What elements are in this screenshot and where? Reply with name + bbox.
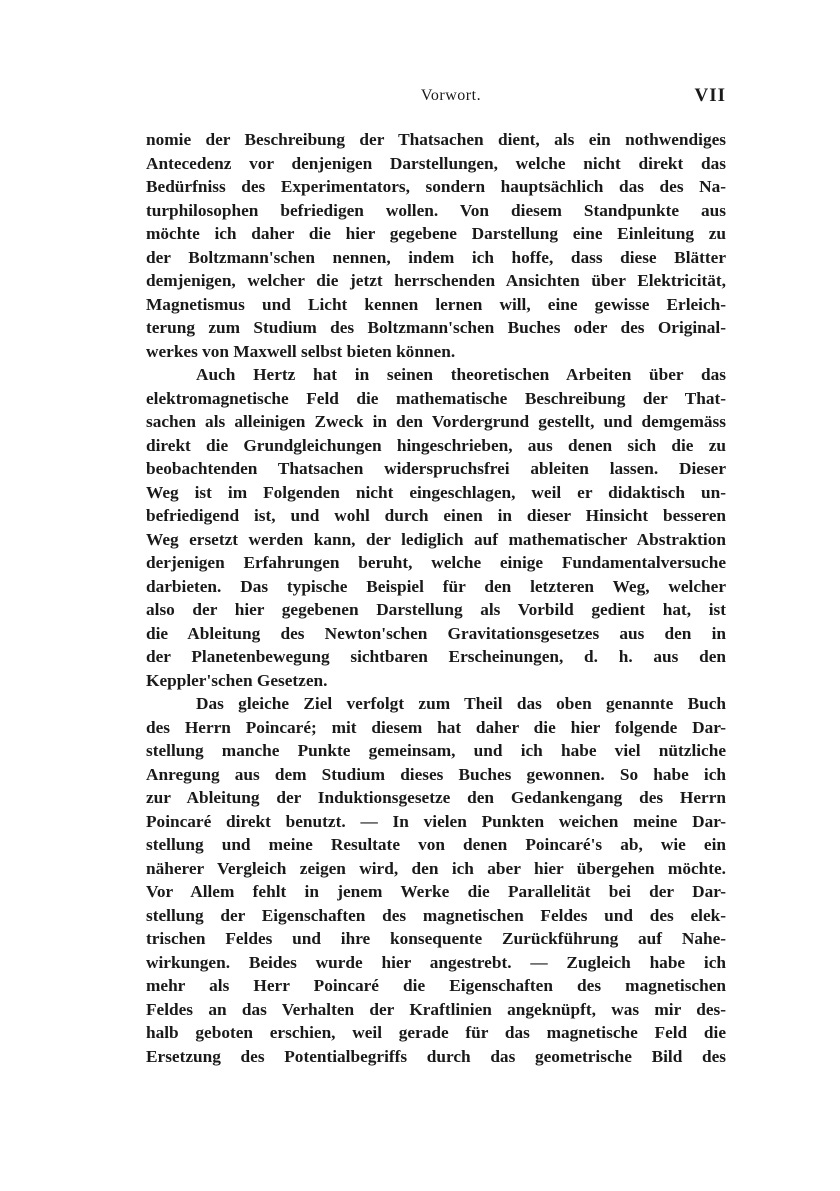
text-line: Bedürfniss des Experimentators, sondern hauptsächlich das des Na- <box>146 177 726 196</box>
text-line: der Planetenbewegung sichtbaren Erscheinungen, d. h. aus den <box>146 647 726 666</box>
text-line: darbieten. Das typische Beispiel für den letzteren Weg, welcher <box>146 576 726 596</box>
text-line: Weg ist im Folgenden nicht eingeschlagen, weil er didaktisch un- <box>146 482 726 502</box>
text-line: Weg ersetzt werden kann, der lediglich auf mathematischer Abstraktion <box>146 529 726 549</box>
text-line: demjenigen, welcher die jetzt herrschenden Ansichten über Elektricität, <box>146 271 726 290</box>
text-line: des Herrn Poincaré; mit diesem hat daher die hier folgende Dar- <box>146 717 726 737</box>
text-line: stellung und meine Resultate von denen Poincaré's ab, wie ein <box>146 835 726 854</box>
text-line: also der hier gegebenen Darstellung als Vorbild gedient hat, ist <box>146 600 726 619</box>
running-title: Vorwort. <box>420 87 482 104</box>
text-line: mehr als Herr Poincaré die Eigenschaften des magnetischen <box>146 976 726 995</box>
text-line: stellung der Eigenschaften des magnetischen Feldes und des elek- <box>146 905 726 925</box>
text-line: der Boltzmann'schen nennen, indem ich hoffe, dass diese Blätter <box>146 247 726 267</box>
text-line: terung zum Studium des Boltzmann'schen Buches oder des Original- <box>146 318 726 337</box>
page-header <box>146 87 726 113</box>
text-line: nomie der Beschreibung der Thatsachen dient, als ein nothwendiges <box>146 130 726 149</box>
text-line: stellung manche Punkte gemeinsam, und ich habe viel nützliche <box>146 741 726 760</box>
page-number: VII <box>694 85 726 106</box>
body-text <box>146 128 726 1068</box>
text-line: Magnetismus und Licht kennen lernen will, eine gewisse Erleich- <box>146 294 726 314</box>
text-line: zur Ableitung der Induktionsgesetze den Gedankengang des Herrn <box>146 788 726 807</box>
text-line: Poincaré direkt benutzt. — In vielen Punkten weichen meine Dar- <box>146 811 726 831</box>
text-line: Ersetzung des Potentialbegriffs durch das geometrische Bild des <box>146 1046 726 1066</box>
text-line: halb geboten erschien, weil gerade für das magnetische Feld die <box>146 1023 726 1042</box>
text-line: befriedigend ist, und wohl durch einen in dieser Hinsicht besseren <box>146 506 726 525</box>
text-line: Keppler'schen Gesetzen. <box>146 670 328 690</box>
text-line: beobachtenden Thatsachen widerspruchsfrei ableiten lassen. Dieser <box>146 459 726 478</box>
text-line: näherer Vergleich zeigen wird, den ich aber hier übergehen möchte. <box>146 858 726 878</box>
text-line: direkt die Grundgleichungen hingeschrieben, aus denen sich die zu <box>146 435 726 455</box>
text-line: die Ableitung des Newton'schen Gravitationsgesetzes aus den in <box>146 623 726 643</box>
text-line: Antecedenz vor denjenigen Darstellungen, welche nicht direkt das <box>146 153 726 173</box>
text-line: sachen als alleinigen Zweck in den Vordergrund gestellt, und demgemäss <box>146 412 726 431</box>
text-line: Vor Allem fehlt in jenem Werke die Parallelität bei der Dar- <box>146 882 726 901</box>
text-line: Anregung aus dem Studium dieses Buches gewonnen. So habe ich <box>146 764 726 784</box>
paragraph-start-line: Das gleiche Ziel verfolgt zum Theil das oben genannte Buch <box>196 694 726 713</box>
text-line: trischen Feldes und ihre konsequente Zurückführung auf Nahe- <box>146 929 726 948</box>
paragraph-start-line: Auch Hertz hat in seinen theoretischen Arbeiten über das <box>196 365 726 384</box>
text-line: derjenigen Erfahrungen beruht, welche einige Fundamentalversuche <box>146 553 726 572</box>
text-line: Feldes an das Verhalten der Kraftlinien angeknüpft, was mir des- <box>146 999 726 1019</box>
text-line: elektromagnetische Feld die mathematische Beschreibung der That- <box>146 388 726 408</box>
text-line: turphilosophen befriedigen wollen. Von diesem Standpunkte aus <box>146 200 726 220</box>
text-line: möchte ich daher die hier gegebene Darstellung eine Einleitung zu <box>146 224 726 243</box>
text-line: werkes von Maxwell selbst bieten können. <box>146 341 456 361</box>
text-line: wirkungen. Beides wurde hier angestrebt. — Zugleich habe ich <box>146 952 726 972</box>
